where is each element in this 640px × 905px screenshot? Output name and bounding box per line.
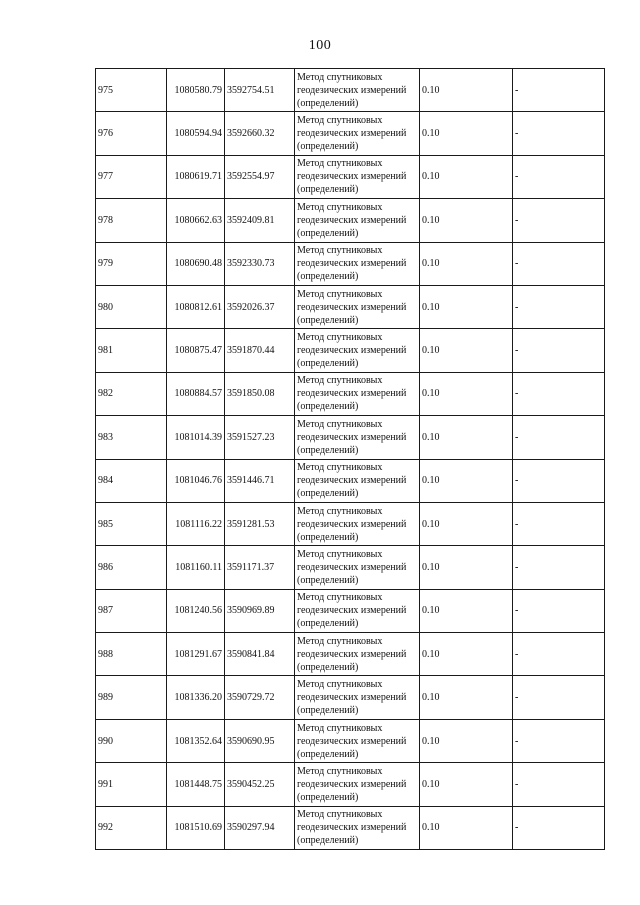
- method-cell: [295, 155, 420, 198]
- y-coordinate-cell: 3592330.73: [225, 242, 295, 285]
- note-cell: -: [513, 242, 605, 285]
- accuracy-cell: 0.10: [420, 372, 513, 415]
- table-row: [96, 329, 605, 372]
- y-coordinate-cell: 3590297.94: [225, 806, 295, 849]
- note-cell: -: [513, 546, 605, 589]
- method-text-line: Метод спутниковых: [297, 375, 383, 387]
- method-text-line: (определений): [297, 401, 359, 413]
- method-text-line: Метод спутниковых: [297, 418, 383, 430]
- method-text-line: геодезических измерений: [297, 258, 407, 270]
- method-text-line: геодезических измерений: [297, 431, 407, 443]
- point-number-cell: 981: [96, 329, 167, 372]
- y-coordinate-cell: 3591870.44: [225, 329, 295, 372]
- point-number-cell: 975: [96, 69, 167, 112]
- x-coordinate-cell: 1081046.76: [167, 459, 225, 502]
- accuracy-cell: 0.10: [420, 763, 513, 806]
- method-text-line: геодезических измерений: [297, 128, 407, 140]
- method-text-line: геодезических измерений: [297, 778, 407, 790]
- y-coordinate-cell: 3590841.84: [225, 633, 295, 676]
- method-text-line: геодезических измерений: [297, 518, 407, 530]
- accuracy-cell: 0.10: [420, 806, 513, 849]
- note-cell: -: [513, 676, 605, 719]
- table-row: [96, 633, 605, 676]
- point-number-cell: 982: [96, 372, 167, 415]
- method-text-line: геодезических измерений: [297, 301, 407, 313]
- point-number-cell: 986: [96, 546, 167, 589]
- accuracy-cell: 0.10: [420, 285, 513, 328]
- x-coordinate-cell: 1081291.67: [167, 633, 225, 676]
- x-coordinate-cell: 1080619.71: [167, 155, 225, 198]
- accuracy-cell: 0.10: [420, 676, 513, 719]
- y-coordinate-cell: 3592754.51: [225, 69, 295, 112]
- method-text-line: геодезических измерений: [297, 84, 407, 96]
- method-text-line: Метод спутниковых: [297, 548, 383, 560]
- table-row: [96, 416, 605, 459]
- method-cell: [295, 502, 420, 545]
- accuracy-cell: 0.10: [420, 589, 513, 632]
- method-text-line: Метод спутниковых: [297, 158, 383, 170]
- method-text-line: Метод спутниковых: [297, 592, 383, 604]
- table-row: [96, 285, 605, 328]
- table-row: [96, 676, 605, 719]
- method-text-line: Метод спутниковых: [297, 201, 383, 213]
- point-number-cell: 990: [96, 719, 167, 762]
- x-coordinate-cell: 1080594.94: [167, 112, 225, 155]
- method-text-line: (определений): [297, 358, 359, 370]
- point-number-cell: 988: [96, 633, 167, 676]
- table-row: [96, 763, 605, 806]
- note-cell: -: [513, 372, 605, 415]
- x-coordinate-cell: 1080875.47: [167, 329, 225, 372]
- method-text-line: (определений): [297, 574, 359, 586]
- note-cell: -: [513, 329, 605, 372]
- page-number: 100: [308, 38, 332, 53]
- note-cell: -: [513, 459, 605, 502]
- note-cell: -: [513, 112, 605, 155]
- note-cell: -: [513, 416, 605, 459]
- table-row: [96, 199, 605, 242]
- table-row: [96, 719, 605, 762]
- table-row: [96, 242, 605, 285]
- accuracy-cell: 0.10: [420, 502, 513, 545]
- method-text-line: Метод спутниковых: [297, 679, 383, 691]
- accuracy-cell: 0.10: [420, 112, 513, 155]
- x-coordinate-cell: 1081336.20: [167, 676, 225, 719]
- y-coordinate-cell: 3592554.97: [225, 155, 295, 198]
- method-cell: [295, 329, 420, 372]
- point-number-cell: 991: [96, 763, 167, 806]
- method-text-line: Метод спутниковых: [297, 505, 383, 517]
- y-coordinate-cell: 3591527.23: [225, 416, 295, 459]
- x-coordinate-cell: 1081160.11: [167, 546, 225, 589]
- accuracy-cell: 0.10: [420, 242, 513, 285]
- method-text-line: геодезических измерений: [297, 822, 407, 834]
- method-text-line: (определений): [297, 705, 359, 717]
- note-cell: -: [513, 719, 605, 762]
- x-coordinate-cell: 1080690.48: [167, 242, 225, 285]
- method-cell: [295, 546, 420, 589]
- point-number-cell: 985: [96, 502, 167, 545]
- y-coordinate-cell: 3590690.95: [225, 719, 295, 762]
- method-cell: [295, 806, 420, 849]
- method-text-line: геодезических измерений: [297, 171, 407, 183]
- note-cell: -: [513, 155, 605, 198]
- y-coordinate-cell: 3591171.37: [225, 546, 295, 589]
- y-coordinate-cell: 3590452.25: [225, 763, 295, 806]
- table-row: [96, 502, 605, 545]
- point-number-cell: 983: [96, 416, 167, 459]
- table-row: [96, 546, 605, 589]
- x-coordinate-cell: 1081448.75: [167, 763, 225, 806]
- x-coordinate-cell: 1081116.22: [167, 502, 225, 545]
- method-text-line: (определений): [297, 444, 359, 456]
- note-cell: -: [513, 199, 605, 242]
- method-cell: [295, 285, 420, 328]
- accuracy-cell: 0.10: [420, 69, 513, 112]
- y-coordinate-cell: 3592026.37: [225, 285, 295, 328]
- table-row: [96, 806, 605, 849]
- method-text-line: (определений): [297, 531, 359, 543]
- method-text-line: Метод спутниковых: [297, 288, 383, 300]
- table-row: [96, 589, 605, 632]
- accuracy-cell: 0.10: [420, 155, 513, 198]
- method-cell: [295, 676, 420, 719]
- note-cell: -: [513, 633, 605, 676]
- point-number-cell: 980: [96, 285, 167, 328]
- method-text-line: геодезических измерений: [297, 475, 407, 487]
- method-text-line: Метод спутниковых: [297, 245, 383, 257]
- method-text-line: Метод спутниковых: [297, 765, 383, 777]
- method-cell: [295, 242, 420, 285]
- method-text-line: (определений): [297, 97, 359, 109]
- accuracy-cell: 0.10: [420, 459, 513, 502]
- note-cell: -: [513, 589, 605, 632]
- method-text-line: (определений): [297, 227, 359, 239]
- method-cell: [295, 69, 420, 112]
- method-cell: [295, 112, 420, 155]
- method-text-line: геодезических измерений: [297, 692, 407, 704]
- y-coordinate-cell: 3591446.71: [225, 459, 295, 502]
- x-coordinate-cell: 1081240.56: [167, 589, 225, 632]
- accuracy-cell: 0.10: [420, 719, 513, 762]
- method-cell: [295, 589, 420, 632]
- method-cell: [295, 199, 420, 242]
- method-cell: [295, 416, 420, 459]
- method-text-line: (определений): [297, 618, 359, 630]
- method-text-line: Метод спутниковых: [297, 71, 383, 83]
- coordinates-table-body: [96, 69, 605, 850]
- method-text-line: геодезических измерений: [297, 388, 407, 400]
- method-text-line: геодезических измерений: [297, 648, 407, 660]
- accuracy-cell: 0.10: [420, 546, 513, 589]
- method-text-line: геодезических измерений: [297, 605, 407, 617]
- method-cell: [295, 459, 420, 502]
- point-number-cell: 978: [96, 199, 167, 242]
- method-text-line: (определений): [297, 748, 359, 760]
- point-number-cell: 992: [96, 806, 167, 849]
- method-text-line: Метод спутниковых: [297, 332, 383, 344]
- y-coordinate-cell: 3590729.72: [225, 676, 295, 719]
- method-text-line: (определений): [297, 661, 359, 673]
- method-text-line: Метод спутниковых: [297, 115, 383, 127]
- method-cell: [295, 763, 420, 806]
- method-text-line: геодезических измерений: [297, 214, 407, 226]
- method-cell: [295, 633, 420, 676]
- method-text-line: геодезических измерений: [297, 735, 407, 747]
- accuracy-cell: 0.10: [420, 633, 513, 676]
- point-number-cell: 989: [96, 676, 167, 719]
- method-cell: [295, 719, 420, 762]
- method-text-line: Метод спутниковых: [297, 722, 383, 734]
- method-text-line: (определений): [297, 791, 359, 803]
- method-text-line: (определений): [297, 488, 359, 500]
- accuracy-cell: 0.10: [420, 416, 513, 459]
- coordinates-table: [95, 68, 605, 850]
- method-cell: [295, 372, 420, 415]
- point-number-cell: 976: [96, 112, 167, 155]
- point-number-cell: 979: [96, 242, 167, 285]
- note-cell: -: [513, 69, 605, 112]
- y-coordinate-cell: 3592660.32: [225, 112, 295, 155]
- point-number-cell: 984: [96, 459, 167, 502]
- method-text-line: (определений): [297, 835, 359, 847]
- y-coordinate-cell: 3592409.81: [225, 199, 295, 242]
- method-text-line: Метод спутниковых: [297, 809, 383, 821]
- table-row: [96, 372, 605, 415]
- method-text-line: (определений): [297, 314, 359, 326]
- method-text-line: геодезических измерений: [297, 561, 407, 573]
- method-text-line: Метод спутниковых: [297, 462, 383, 474]
- table-row: [96, 69, 605, 112]
- table-row: [96, 112, 605, 155]
- method-text-line: Метод спутниковых: [297, 635, 383, 647]
- x-coordinate-cell: 1081352.64: [167, 719, 225, 762]
- note-cell: -: [513, 285, 605, 328]
- point-number-cell: 977: [96, 155, 167, 198]
- x-coordinate-cell: 1080580.79: [167, 69, 225, 112]
- x-coordinate-cell: 1080884.57: [167, 372, 225, 415]
- method-text-line: геодезических измерений: [297, 345, 407, 357]
- method-text-line: (определений): [297, 141, 359, 153]
- y-coordinate-cell: 3590969.89: [225, 589, 295, 632]
- x-coordinate-cell: 1080662.63: [167, 199, 225, 242]
- method-text-line: (определений): [297, 271, 359, 283]
- note-cell: -: [513, 763, 605, 806]
- y-coordinate-cell: 3591281.53: [225, 502, 295, 545]
- table-row: [96, 155, 605, 198]
- note-cell: -: [513, 806, 605, 849]
- x-coordinate-cell: 1080812.61: [167, 285, 225, 328]
- x-coordinate-cell: 1081014.39: [167, 416, 225, 459]
- note-cell: -: [513, 502, 605, 545]
- accuracy-cell: 0.10: [420, 199, 513, 242]
- y-coordinate-cell: 3591850.08: [225, 372, 295, 415]
- table-row: [96, 459, 605, 502]
- accuracy-cell: 0.10: [420, 329, 513, 372]
- point-number-cell: 987: [96, 589, 167, 632]
- x-coordinate-cell: 1081510.69: [167, 806, 225, 849]
- method-text-line: (определений): [297, 184, 359, 196]
